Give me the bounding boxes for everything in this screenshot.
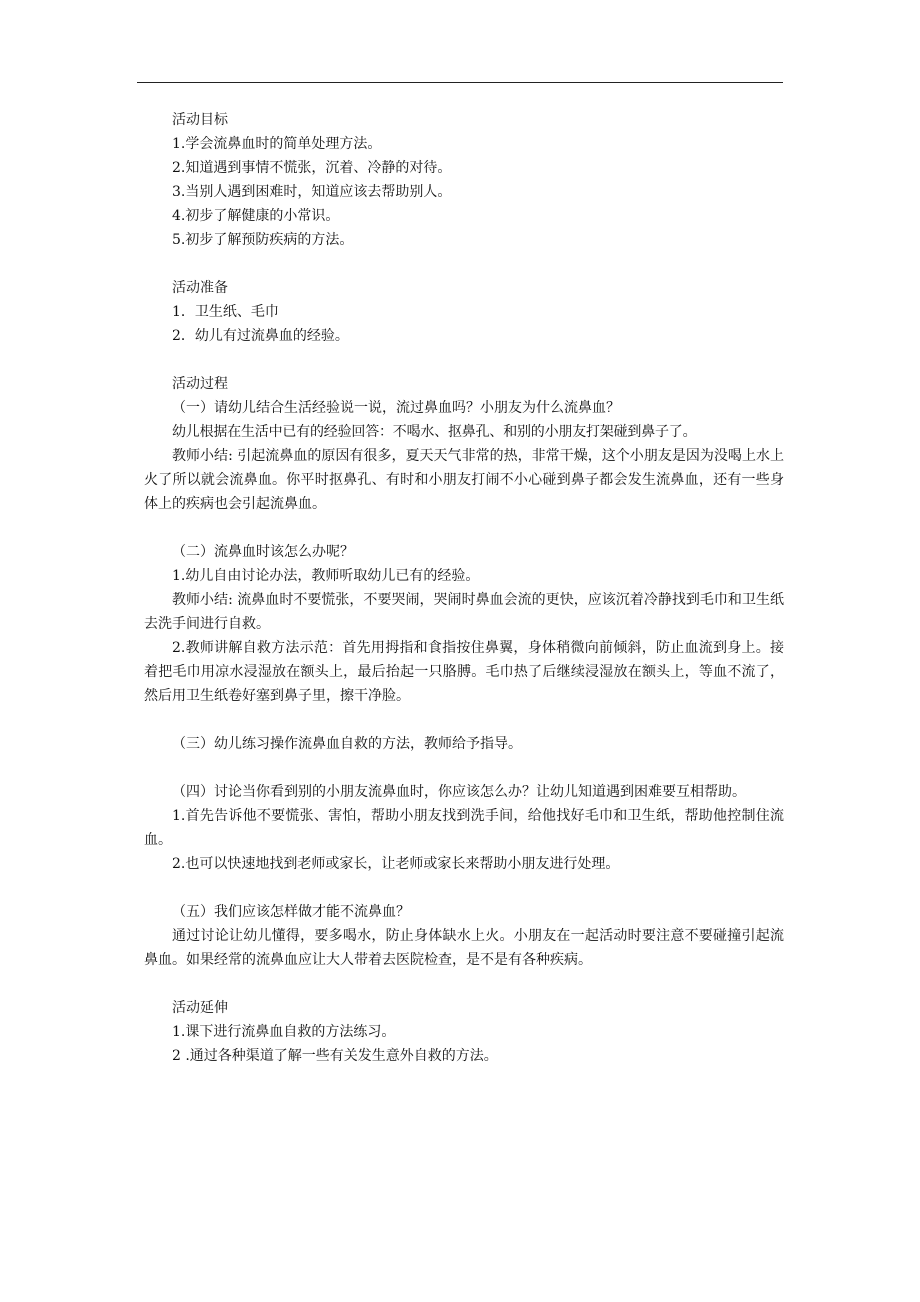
prep-item: 2．幼儿有过流鼻血的经验。 [172,328,349,344]
process-part5-title: （五）我们应该怎样做才能不流鼻血？ [172,904,410,920]
extension-heading: 活动延伸 [172,1000,228,1016]
goals-item: 4.初步了解健康的小常识。 [172,208,340,224]
process-heading: 活动过程 [172,376,228,392]
process-part3-title: （三）幼儿练习操作流鼻血自救的方法，教师给予指导。 [172,736,522,752]
document-body [144,108,784,1068]
process-part5-text: 通过讨论让幼儿懂得，要多喝水，防止身体缺水上火。小朋友在一起活动时要注意不要碰撞引起流鼻血。如果经常的流鼻血应让大人带着去医院检查，是不是有各种疾病。 [144,928,784,968]
process-part2-summary: 教师小结: 流鼻血时不要慌张，不要哭闹，哭闹时鼻血会流的更快，应该沉着冷静找到毛巾和卫生纸去洗手间进行自救。 [144,592,784,632]
goals-heading: 活动目标 [172,112,228,128]
process-part1-summary: 教师小结: 引起流鼻血的原因有很多，夏天天气非常的热，非常干燥，这个小朋友是因为没喝上水上火了所以就会流鼻血。你平时抠鼻孔、有时和小朋友打闹不小心碰到鼻子都会发生流鼻血，还有一些身体上的疾病也会引起流鼻血。 [144,448,784,512]
process-part1-title: （一）请幼儿结合生活经验说一说，流过鼻血吗？小朋友为什么流鼻血？ [172,400,620,416]
extension-item: 2 .通过各种渠道了解一些有关发生意外自救的方法。 [172,1048,498,1064]
prep-heading: 活动准备 [172,280,228,296]
goals-item: 3.当别人遇到困难时，知道应该去帮助别人。 [172,184,452,200]
process-part4-item2: 2.也可以快速地找到老师或家长，让老师或家长来帮助小朋友进行处理。 [172,856,620,872]
goals-item: 1.学会流鼻血时的简单处理方法。 [172,136,382,152]
process-part2-item2: 2.教师讲解自救方法示范：首先用拇指和食指按住鼻翼，身体稍微向前倾斜，防止血流到身上。接着把毛巾用凉水浸湿放在额头上，最后抬起一只胳膊。毛巾热了后继续浸湿放在额头上，等血不流了，然后用卫生纸卷好塞到鼻子里，擦干净脸。 [144,640,784,704]
process-part1-answer: 幼儿根据在生活中已有的经验回答：不喝水、抠鼻孔、和别的小朋友打架碰到鼻子了。 [172,424,697,440]
extension-item: 1.课下进行流鼻血自救的方法练习。 [172,1024,396,1040]
process-part2-title: （二）流鼻血时该怎么办呢？ [172,544,354,560]
goals-item: 5.初步了解预防疾病的方法。 [172,232,354,248]
process-part4-item1: 1.首先告诉他不要慌张、害怕，帮助小朋友找到洗手间，给他找好毛巾和卫生纸，帮助他控制住流血。 [144,808,784,848]
process-part4-title: （四）讨论当你看到别的小朋友流鼻血时，你应该怎么办？让幼儿知道遇到困难要互相帮助。 [172,784,746,800]
header-rule [137,82,783,83]
prep-item: 1．卫生纸、毛巾 [172,304,279,320]
goals-item: 2.知道遇到事情不慌张，沉着、冷静的对待。 [172,160,452,176]
process-part2-item1: 1.幼儿自由讨论办法，教师听取幼儿已有的经验。 [172,568,480,584]
